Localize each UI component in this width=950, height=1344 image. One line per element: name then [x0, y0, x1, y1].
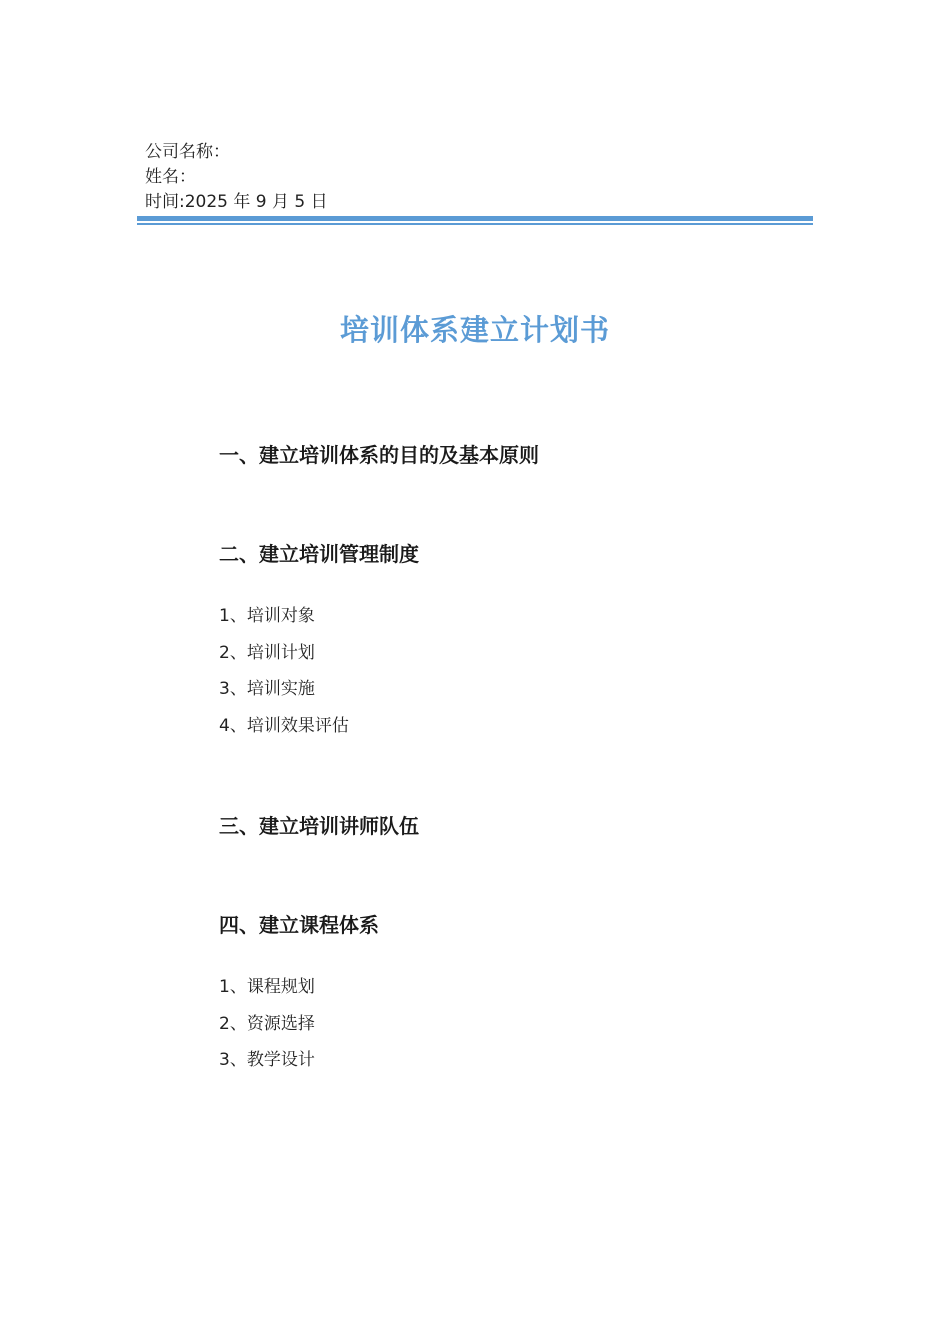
section-heading-2: 二、建立培训管理制度	[219, 542, 419, 566]
document-title: 培训体系建立计划书	[339, 313, 610, 347]
section-2-item-2: 2、培训计划	[219, 643, 315, 663]
document-meta-block	[145, 140, 328, 215]
header-divider-thin	[137, 223, 813, 225]
section-4-item-2: 2、资源选择	[219, 1014, 315, 1034]
header-divider-thick	[137, 216, 813, 221]
section-2-item-4: 4、培训效果评估	[219, 716, 349, 736]
section-heading-1: 一、建立培训体系的目的及基本原则	[219, 443, 539, 467]
section-4-item-3: 3、教学设计	[219, 1050, 315, 1070]
section-2-item-3: 3、培训实施	[219, 679, 315, 699]
person-name-label: 姓名：	[145, 167, 196, 187]
section-4-item-1: 1、课程规划	[219, 977, 315, 997]
date-line: 时间:2025 年 9 月 5 日	[145, 192, 328, 212]
company-name-label: 公司名称：	[145, 142, 230, 162]
section-heading-3: 三、建立培训讲师队伍	[219, 814, 419, 838]
section-heading-4: 四、建立课程体系	[219, 913, 379, 937]
section-2-item-1: 1、培训对象	[219, 606, 315, 626]
